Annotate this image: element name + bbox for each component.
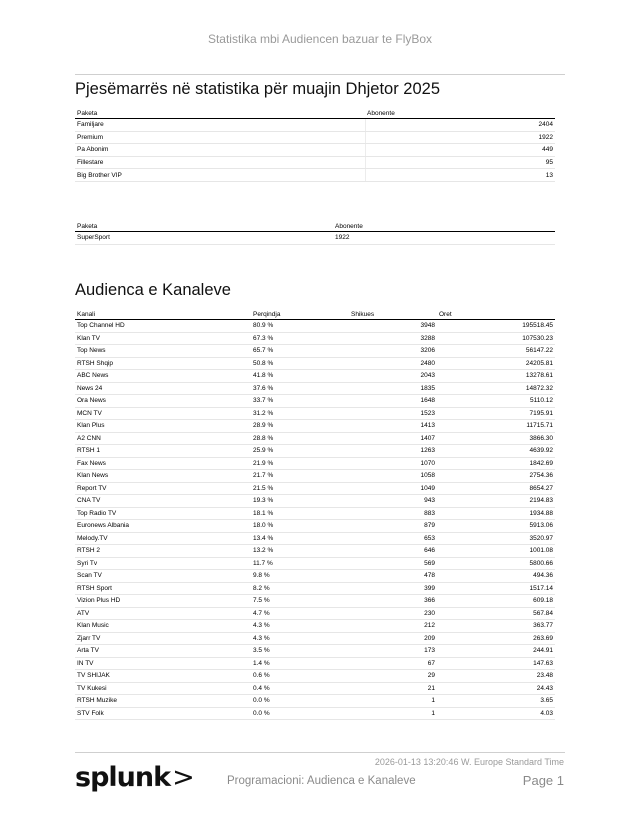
table-cell: 1835 <box>349 382 437 395</box>
table-cell: 1 <box>349 695 437 708</box>
table-cell: 943 <box>349 495 437 508</box>
table-cell: 4.03 <box>437 707 555 720</box>
table-header-row <box>75 222 555 232</box>
table-row <box>75 395 555 408</box>
table-cell: 33.7 % <box>251 395 349 408</box>
table-row <box>75 645 555 658</box>
column-header-shikues: Shikues <box>349 310 437 320</box>
table-cell: 13.2 % <box>251 545 349 558</box>
table-cell: 7195.91 <box>437 407 555 420</box>
table-row <box>75 457 555 470</box>
table-cell: 2043 <box>349 370 437 383</box>
table-cell: 478 <box>349 570 437 583</box>
table-row <box>75 169 555 182</box>
table-cell: 449 <box>365 144 555 157</box>
table-cell: 24205.81 <box>437 357 555 370</box>
table-cell: 13.4 % <box>251 532 349 545</box>
table-row <box>75 420 555 433</box>
table-cell: 0.0 % <box>251 707 349 720</box>
table-row <box>75 595 555 608</box>
footer-report-name: Programacioni: Audienca e Kanaleve <box>227 775 416 787</box>
table-cell: 8.2 % <box>251 582 349 595</box>
table-cell: 50.8 % <box>251 357 349 370</box>
table-cell: 13278.61 <box>437 370 555 383</box>
table-row <box>75 607 555 620</box>
table-cell: 2754.36 <box>437 470 555 483</box>
table-cell: 173 <box>349 645 437 658</box>
table-row <box>75 682 555 695</box>
table-cell: SuperSport <box>75 232 333 245</box>
table-cell: STV Folk <box>75 707 251 720</box>
table-cell: 569 <box>349 557 437 570</box>
table-row <box>75 432 555 445</box>
table-cell: 0.6 % <box>251 670 349 683</box>
table-row <box>75 657 555 670</box>
packages-table <box>75 109 555 182</box>
table-row <box>75 470 555 483</box>
table-cell: 4.7 % <box>251 607 349 620</box>
table-cell: 7.5 % <box>251 595 349 608</box>
table-cell: Top News <box>75 345 251 358</box>
table-cell: 363.77 <box>437 620 555 633</box>
table-cell: 21.7 % <box>251 470 349 483</box>
table-cell: 1922 <box>365 131 555 144</box>
table-cell: 95 <box>365 156 555 169</box>
table-row <box>75 332 555 345</box>
table-cell: ATV <box>75 607 251 620</box>
table-cell: 18.0 % <box>251 520 349 533</box>
table-cell: 13 <box>365 169 555 182</box>
table-cell: Top Radio TV <box>75 507 251 520</box>
column-header-oret: Oret <box>437 310 555 320</box>
table-cell: 2480 <box>349 357 437 370</box>
table-cell: 1049 <box>349 482 437 495</box>
table-cell: 3948 <box>349 320 437 333</box>
table-cell: ABC News <box>75 370 251 383</box>
channel-audience-table <box>75 310 555 720</box>
table-cell: 56147.22 <box>437 345 555 358</box>
table-row <box>75 382 555 395</box>
table-row <box>75 119 555 132</box>
table-cell: Syri Tv <box>75 557 251 570</box>
table-cell: 11.7 % <box>251 557 349 570</box>
table-cell: 1523 <box>349 407 437 420</box>
table-cell: 209 <box>349 632 437 645</box>
table-cell: 37.6 % <box>251 382 349 395</box>
table-header-row <box>75 310 555 320</box>
table-cell: 1.4 % <box>251 657 349 670</box>
table-cell: TV SHIJAK <box>75 670 251 683</box>
table-cell: 107530.23 <box>437 332 555 345</box>
table-row <box>75 695 555 708</box>
table-cell: TV Kukesi <box>75 682 251 695</box>
table-cell: Pa Abonim <box>75 144 365 157</box>
table-cell: 8654.27 <box>437 482 555 495</box>
column-header-abonente: Abonente <box>365 109 555 119</box>
table-cell: 9.8 % <box>251 570 349 583</box>
table-row <box>75 407 555 420</box>
table-cell: 609.18 <box>437 595 555 608</box>
table-cell: RTSH Muzike <box>75 695 251 708</box>
table-cell: 1517.14 <box>437 582 555 595</box>
footer-divider <box>75 752 565 753</box>
table-cell: 28.8 % <box>251 432 349 445</box>
table-cell: 3.5 % <box>251 645 349 658</box>
table-row <box>75 520 555 533</box>
table-row <box>75 632 555 645</box>
table-cell: 1648 <box>349 395 437 408</box>
table-cell: Zjarr TV <box>75 632 251 645</box>
table-cell: 244.91 <box>437 645 555 658</box>
table-row <box>75 357 555 370</box>
table-row <box>75 557 555 570</box>
column-header-abonente: Abonente <box>333 222 555 232</box>
column-header-paketa: Paketa <box>75 222 333 232</box>
table-cell: 2404 <box>365 119 555 132</box>
table-cell: 14872.32 <box>437 382 555 395</box>
table-cell: 65.7 % <box>251 345 349 358</box>
table-cell: RTSH 1 <box>75 445 251 458</box>
table-cell: RTSH Shqip <box>75 357 251 370</box>
table-row <box>75 507 555 520</box>
section-title-participants: Pjesëmarrës në statistika për muajin Dhjetor 2025 <box>75 80 441 98</box>
table-cell: RTSH Sport <box>75 582 251 595</box>
table-cell: 2194.83 <box>437 495 555 508</box>
table-cell: 879 <box>349 520 437 533</box>
table-cell: 1058 <box>349 470 437 483</box>
table-cell: 24.43 <box>437 682 555 695</box>
table-cell: Scan TV <box>75 570 251 583</box>
table-row <box>75 131 555 144</box>
table-cell: 1934.88 <box>437 507 555 520</box>
table-row <box>75 532 555 545</box>
table-cell: 5110.12 <box>437 395 555 408</box>
report-timestamp: 2026-01-13 13:20:46 W. Europe Standard Time <box>374 757 564 767</box>
table-cell: 31.2 % <box>251 407 349 420</box>
supersport-table <box>75 222 555 245</box>
table-cell: 212 <box>349 620 437 633</box>
logo-chevron-icon: > <box>172 762 194 793</box>
table-cell: 3.65 <box>437 695 555 708</box>
table-row <box>75 156 555 169</box>
table-row <box>75 320 555 333</box>
table-cell: 21.5 % <box>251 482 349 495</box>
table-cell: 3206 <box>349 345 437 358</box>
table-row <box>75 707 555 720</box>
table-row <box>75 495 555 508</box>
table-cell: Arta TV <box>75 645 251 658</box>
header-divider <box>75 74 565 75</box>
table-cell: 29 <box>349 670 437 683</box>
table-cell: Vizion Plus HD <box>75 595 251 608</box>
table-cell: 4.3 % <box>251 620 349 633</box>
table-cell: Klan TV <box>75 332 251 345</box>
table-cell: MCN TV <box>75 407 251 420</box>
table-row <box>75 370 555 383</box>
section-title-channel-audience: Audienca e Kanaleve <box>75 281 231 299</box>
table-cell: Klan Plus <box>75 420 251 433</box>
table-cell: A2 CNN <box>75 432 251 445</box>
column-header-kanali: Kanali <box>75 310 251 320</box>
table-cell: 5800.66 <box>437 557 555 570</box>
table-cell: 567.84 <box>437 607 555 620</box>
table-cell: 80.9 % <box>251 320 349 333</box>
table-cell: 23.48 <box>437 670 555 683</box>
table-cell: 19.3 % <box>251 495 349 508</box>
table-cell: 3866.30 <box>437 432 555 445</box>
table-row <box>75 345 555 358</box>
table-cell: Fax News <box>75 457 251 470</box>
table-row <box>75 670 555 683</box>
table-cell: 3520.97 <box>437 532 555 545</box>
table-cell: 41.8 % <box>251 370 349 383</box>
table-cell: 366 <box>349 595 437 608</box>
table-cell: Top Channel HD <box>75 320 251 333</box>
table-cell: 5913.06 <box>437 520 555 533</box>
table-cell: 399 <box>349 582 437 595</box>
table-row <box>75 144 555 157</box>
page-number: Page 1 <box>522 773 564 788</box>
table-cell: Euronews Albania <box>75 520 251 533</box>
table-cell: Familjare <box>75 119 365 132</box>
column-header-perqindja: Perqindja <box>251 310 349 320</box>
table-cell: 11715.71 <box>437 420 555 433</box>
table-cell: 18.1 % <box>251 507 349 520</box>
table-cell: 67 <box>349 657 437 670</box>
table-cell: 21.9 % <box>251 457 349 470</box>
table-cell: 0.4 % <box>251 682 349 695</box>
table-row <box>75 482 555 495</box>
table-row <box>75 232 555 245</box>
table-cell: 263.69 <box>437 632 555 645</box>
table-cell: 1413 <box>349 420 437 433</box>
table-row <box>75 582 555 595</box>
table-cell: 4.3 % <box>251 632 349 645</box>
table-cell: 1001.08 <box>437 545 555 558</box>
table-cell: Report TV <box>75 482 251 495</box>
table-cell: 147.63 <box>437 657 555 670</box>
table-cell: Premium <box>75 131 365 144</box>
table-cell: 1407 <box>349 432 437 445</box>
table-cell: 646 <box>349 545 437 558</box>
table-cell: 195518.45 <box>437 320 555 333</box>
table-cell: Fillestare <box>75 156 365 169</box>
column-header-paketa: Paketa <box>75 109 365 119</box>
table-cell: 21 <box>349 682 437 695</box>
report-header-title: Statistika mbi Audiencen bazuar te FlyBox <box>207 32 433 46</box>
table-cell: 1263 <box>349 445 437 458</box>
table-cell: 1070 <box>349 457 437 470</box>
table-cell: 1922 <box>333 232 555 245</box>
table-row <box>75 620 555 633</box>
table-cell: News 24 <box>75 382 251 395</box>
table-cell: Klan News <box>75 470 251 483</box>
table-cell: 0.0 % <box>251 695 349 708</box>
table-cell: IN TV <box>75 657 251 670</box>
table-row <box>75 545 555 558</box>
table-cell: 1 <box>349 707 437 720</box>
table-cell: 494.36 <box>437 570 555 583</box>
table-row <box>75 570 555 583</box>
table-cell: Klan Music <box>75 620 251 633</box>
logo-text: splunk <box>75 762 171 793</box>
table-cell: 28.9 % <box>251 420 349 433</box>
table-cell: 1842.69 <box>437 457 555 470</box>
table-header-row <box>75 109 555 119</box>
table-cell: Big Brother VIP <box>75 169 365 182</box>
table-cell: 4639.92 <box>437 445 555 458</box>
table-cell: 230 <box>349 607 437 620</box>
table-row <box>75 445 555 458</box>
table-cell: Ora News <box>75 395 251 408</box>
table-cell: 3288 <box>349 332 437 345</box>
splunk-logo <box>75 762 194 793</box>
table-cell: CNA TV <box>75 495 251 508</box>
table-cell: Melody.TV <box>75 532 251 545</box>
table-cell: 67.3 % <box>251 332 349 345</box>
table-cell: 653 <box>349 532 437 545</box>
table-cell: RTSH 2 <box>75 545 251 558</box>
table-cell: 883 <box>349 507 437 520</box>
table-cell: 25.9 % <box>251 445 349 458</box>
